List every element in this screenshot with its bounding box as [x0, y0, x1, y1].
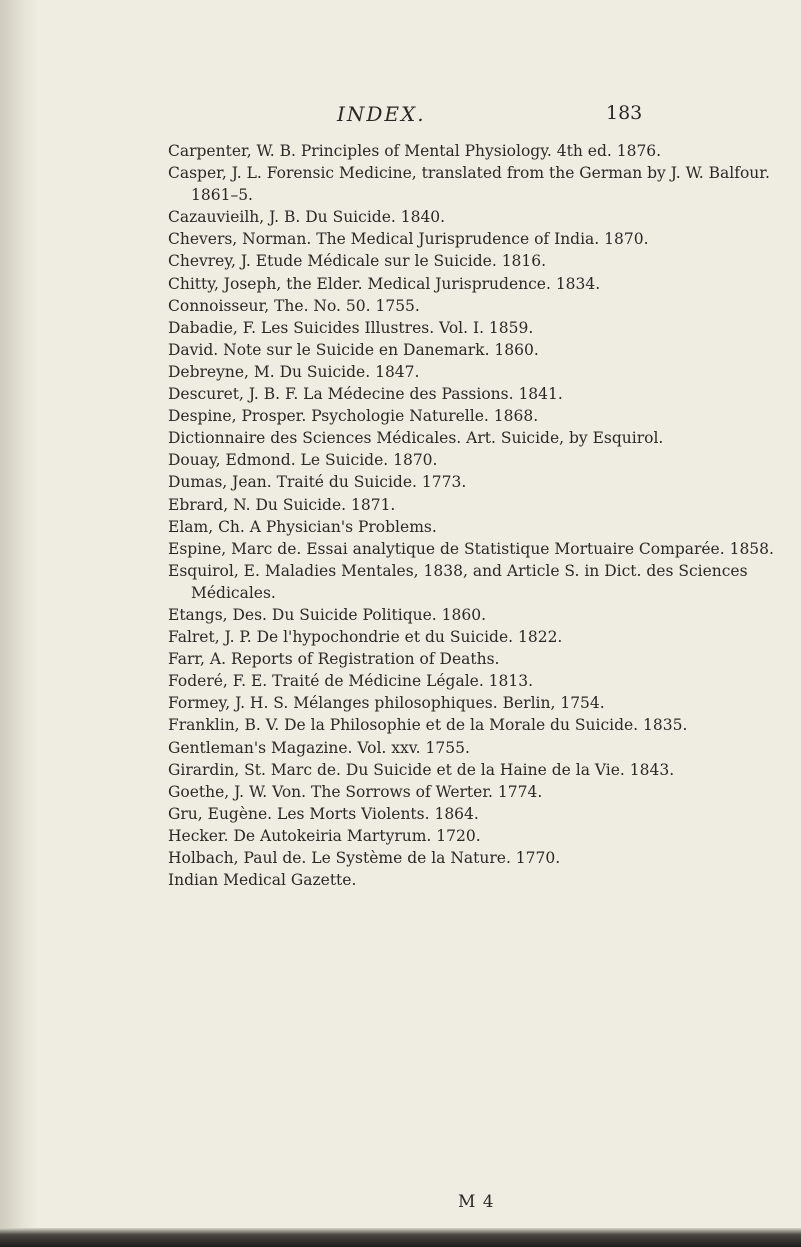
index-entry-list — [168, 140, 783, 891]
index-entry: Gentleman's Magazine. Vol. xxv. 1755. — [168, 738, 470, 757]
index-entry: Esquirol, E. Maladies Mentales, 1838, and Article S. in Dict. des Sciences Médicales. — [168, 561, 748, 602]
index-entry: Chevers, Norman. The Medical Jurisprudence of India. 1870. — [168, 230, 649, 249]
index-entry: Chitty, Joseph, the Elder. Medical Jurisprudence. 1834. — [168, 274, 601, 293]
index-entry: Debreyne, M. Du Suicide. 1847. — [168, 362, 420, 381]
index-entry: Hecker. De Autokeiria Martyrum. 1720. — [168, 826, 481, 845]
index-entry: Carpenter, W. B. Principles of Mental Physiology. 4th ed. 1876. — [168, 142, 662, 160]
signature-mark: M 4 — [458, 1192, 495, 1212]
page-gutter-shadow — [0, 0, 38, 1247]
index-entry: Dictionnaire des Sciences Médicales. Art. Suicide, by Esquirol. — [168, 429, 664, 448]
running-head — [0, 102, 801, 132]
page-bottom-edge — [0, 1228, 801, 1247]
index-entry: Douay, Edmond. Le Suicide. 1870. — [168, 451, 438, 470]
index-entry: Goethe, J. W. Von. The Sorrows of Werter. 1774. — [168, 782, 543, 801]
index-entry: Gru, Eugène. Les Morts Violents. 1864. — [168, 804, 479, 823]
index-entry: Espine, Marc de. Essai analytique de Statistique Mortuaire Comparée. 1858. — [168, 539, 774, 558]
index-entry: David. Note sur le Suicide en Danemark. 1860. — [168, 340, 539, 359]
index-entry: Ebrard, N. Du Suicide. 1871. — [168, 495, 396, 514]
index-entry: Cazauvieilh, J. B. Du Suicide. 1840. — [168, 208, 446, 227]
index-entry: Falret, J. P. De l'hypochondrie et du Suicide. 1822. — [168, 628, 563, 647]
index-entry: Dumas, Jean. Traité du Suicide. 1773. — [168, 473, 467, 492]
index-entry: Connoisseur, The. No. 50. 1755. — [168, 296, 420, 315]
index-entry: Casper, J. L. Forensic Medicine, translated from the German by J. W. Balfour. 1861–5. — [168, 164, 770, 205]
index-entry: Elam, Ch. A Physician's Problems. — [168, 517, 437, 536]
index-entry: Formey, J. H. S. Mélanges philosophiques. Berlin, 1754. — [168, 694, 605, 713]
index-entry: Despine, Prosper. Psychologie Naturelle. 1868. — [168, 407, 539, 426]
index-entry: Holbach, Paul de. Le Système de la Nature. 1770. — [168, 849, 561, 867]
index-entry: Farr, A. Reports of Registration of Deaths. — [168, 650, 500, 669]
page-title: INDEX. — [337, 102, 426, 126]
index-entry: Chevrey, J. Etude Médicale sur le Suicide. 1816. — [168, 252, 547, 271]
index-entry: Foderé, F. E. Traité de Médicine Légale. 1813. — [168, 672, 534, 691]
index-entry: Girardin, St. Marc de. Du Suicide et de la Haine de la Vie. 1843. — [168, 760, 675, 779]
index-entry: Dabadie, F. Les Suicides Illustres. Vol. I. 1859. — [168, 318, 534, 337]
page-number: 183 — [606, 102, 643, 124]
index-entry: Franklin, B. V. De la Philosophie et de la Morale du Suicide. 1835. — [168, 716, 688, 735]
index-entry: Descuret, J. B. F. La Médecine des Passions. 1841. — [168, 385, 563, 404]
index-entry: Etangs, Des. Du Suicide Politique. 1860. — [168, 605, 486, 624]
index-entry: Indian Medical Gazette. — [168, 871, 357, 890]
